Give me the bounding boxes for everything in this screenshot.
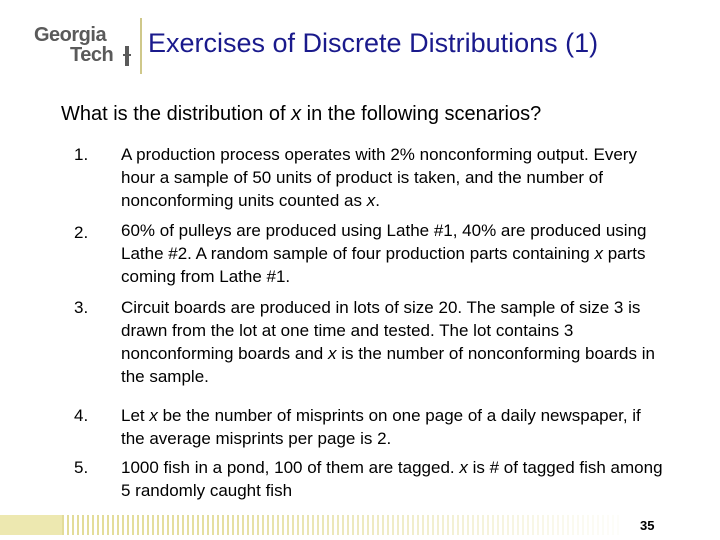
- title-divider: [140, 18, 142, 74]
- footer-decoration: [0, 510, 720, 538]
- page-number: 35: [640, 518, 655, 533]
- tech-tower-icon: [122, 46, 132, 66]
- list-item: 60% of pulleys are produced using Lathe #1, 40% are produced using Lathe #2. A random sample of four production parts containing x parts coming from Lathe #1.: [121, 221, 647, 286]
- list-item: 1000 fish in a pond, 100 of them are tagged. x is # of tagged fish among 5 randomly caught fish: [121, 458, 663, 500]
- item-number-5: 5.: [74, 458, 89, 477]
- footer-striped-bar: [62, 515, 622, 535]
- item-number-1: 1.: [74, 145, 89, 164]
- logo-line2: Tech: [70, 44, 114, 66]
- list-item: Let x be the number of misprints on one page of a daily newspaper, if the average misprints per page is 2.: [121, 406, 641, 448]
- footer-solid-bar: [0, 515, 62, 535]
- item-number-4: 4.: [74, 406, 89, 425]
- list-item: A production process operates with 2% nonconforming output. Every hour a sample of 50 units of product is taken, and the number of nonconforming units counted as x.: [121, 145, 637, 210]
- question-text: What is the distribution of x in the following scenarios?: [61, 103, 542, 125]
- item-number-2: 2.: [74, 223, 89, 242]
- slide-title: Exercises of Discrete Distributions (1): [148, 28, 599, 58]
- list-item: Circuit boards are produced in lots of size 20. The sample of size 3 is drawn from the lot at one time and tested. The lot contains 3 nonconforming boards and x is the number of nonconforming boards in the sample.: [121, 298, 655, 386]
- georgia-tech-logo: [34, 24, 134, 68]
- logo-line1: Georgia: [34, 24, 107, 46]
- item-number-3: 3.: [74, 298, 89, 317]
